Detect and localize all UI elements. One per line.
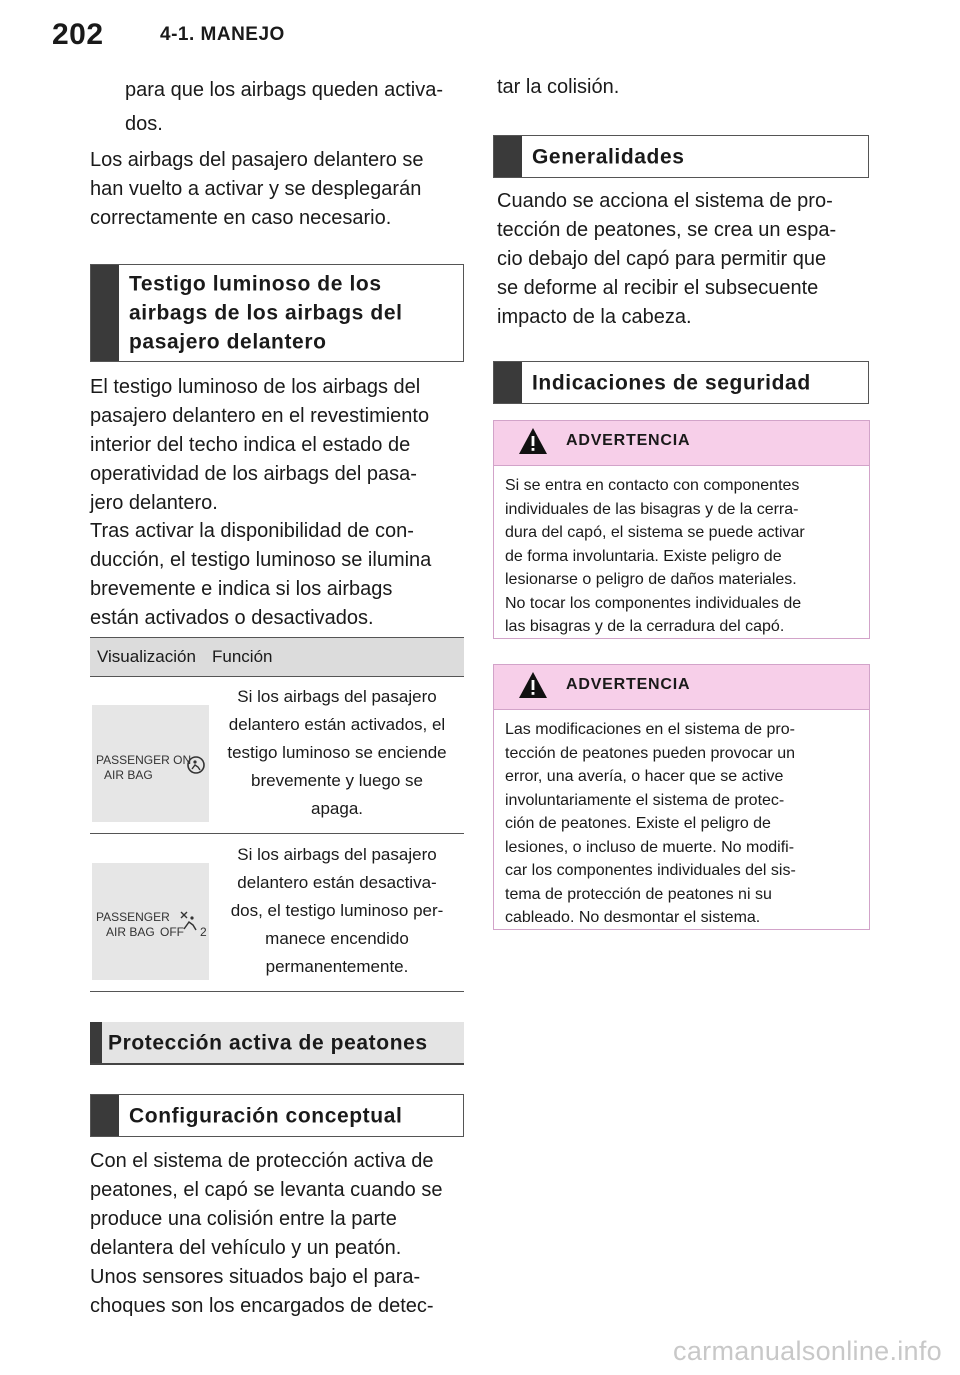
paragraph-reactivated: Los airbags del pasajero delantero se han vuelto a activar y se desplegarán correctamente en caso necesario. — [90, 149, 424, 229]
heading-safety-notes: Indicaciones de seguridad — [493, 361, 869, 404]
paragraph-continuation-right: tar la colisión. — [497, 76, 620, 98]
table-bottom-border — [90, 991, 464, 992]
function-airbag-on: Si los airbags del pasajero delantero están activados, el testigo luminoso se enciende brevemente y luego se apaga. — [227, 687, 447, 818]
indicator-airbag-off: PASSENGER AIR BAG OFF 2 — [92, 863, 209, 980]
warning-box — [493, 664, 870, 930]
warning-text: Las modificaciones en el sistema de pro- tección de peatones pueden provocar un error, una avería, o hacer que se active involuntariamente el sistema de protec- ción de peatones. Existe el peligro de lesiones, o incluso de muerte. No modifi- car los componentes individuales del sis- tema de protección de peatones ni su cableado. No desmontar el sistema. — [505, 721, 796, 926]
heading-indicator-light: Testigo luminoso de los airbags de los airbags del pasajero delantero — [90, 264, 464, 362]
warning-header — [494, 421, 869, 466]
watermark: carmanualsonline.info — [673, 1336, 942, 1366]
table-header — [90, 637, 464, 677]
warning-header — [494, 665, 869, 710]
warning-triangle-icon — [518, 671, 548, 699]
airbag-on-icon — [186, 755, 206, 775]
heading-bar — [91, 265, 119, 361]
warning-box — [493, 420, 870, 639]
heading-bar — [90, 1022, 102, 1063]
column-header-function: Función — [212, 647, 273, 666]
heading-bar — [494, 136, 522, 177]
indicator-airbag-on: PASSENGER ON AIR BAG — [92, 705, 209, 822]
column-header-display: Visualización — [97, 647, 196, 666]
heading-bar — [494, 362, 522, 403]
table-row-divider — [90, 833, 464, 834]
heading-conceptual-configuration: Configuración conceptual — [90, 1094, 464, 1137]
paragraph-hood-lift: Con el sistema de protección activa de peatones, el capó se levanta cuando se produce una colisión entre la parte delantera del vehículo y un peatón. Unos sensores situados bajo el para- choques son los encargados de detec- — [90, 1150, 443, 1317]
heading-active-pedestrian-protection: Protección activa de peatones — [90, 1022, 464, 1065]
paragraph-general: Cuando se acciona el sistema de pro- tección de peatones, se crea un espa- cio debajo del capó para permitir que se deforme al recibir el subsecuente impacto de la cabeza. — [497, 190, 837, 328]
heading-bar — [91, 1095, 119, 1136]
function-airbag-off: Si los airbags del pasajero delantero están desactiva- dos, el testigo luminoso per- manece encendido permanentemente. — [230, 845, 444, 976]
warning-title: ADVERTENCIA — [566, 432, 691, 449]
warning-text: Si se entra en contacto con componentes individuales de las bisagras y de la cerra- dura del capó, el sistema se puede activar de forma involuntaria. Existe peligro de lesionarse o peligro de daños materiales. No tocar los componentes individuales de las bisagras y de la cerradura del capó. — [505, 477, 805, 635]
warning-title: ADVERTENCIA — [566, 676, 691, 693]
paragraph-driving-readiness: Tras activar la disponibilidad de con- ducción, el testigo luminoso se ilumina brevemente e indica si los airbags están activados o desactivados. — [90, 520, 432, 629]
paragraph-indicator-description: El testigo luminoso de los airbags del pasajero delantero en el revestimiento interior del techo indica el estado de operatividad de los airbags del pasa- jero delantero. — [90, 376, 430, 514]
heading-general: Generalidades — [493, 135, 869, 178]
warning-triangle-icon — [518, 427, 548, 455]
page-number: 202 — [52, 18, 104, 51]
airbag-off-icon — [178, 909, 200, 933]
section-title: 4-1. MANEJO — [160, 24, 285, 45]
paragraph-continuation: para que los airbags queden activa- dos. — [125, 79, 443, 135]
